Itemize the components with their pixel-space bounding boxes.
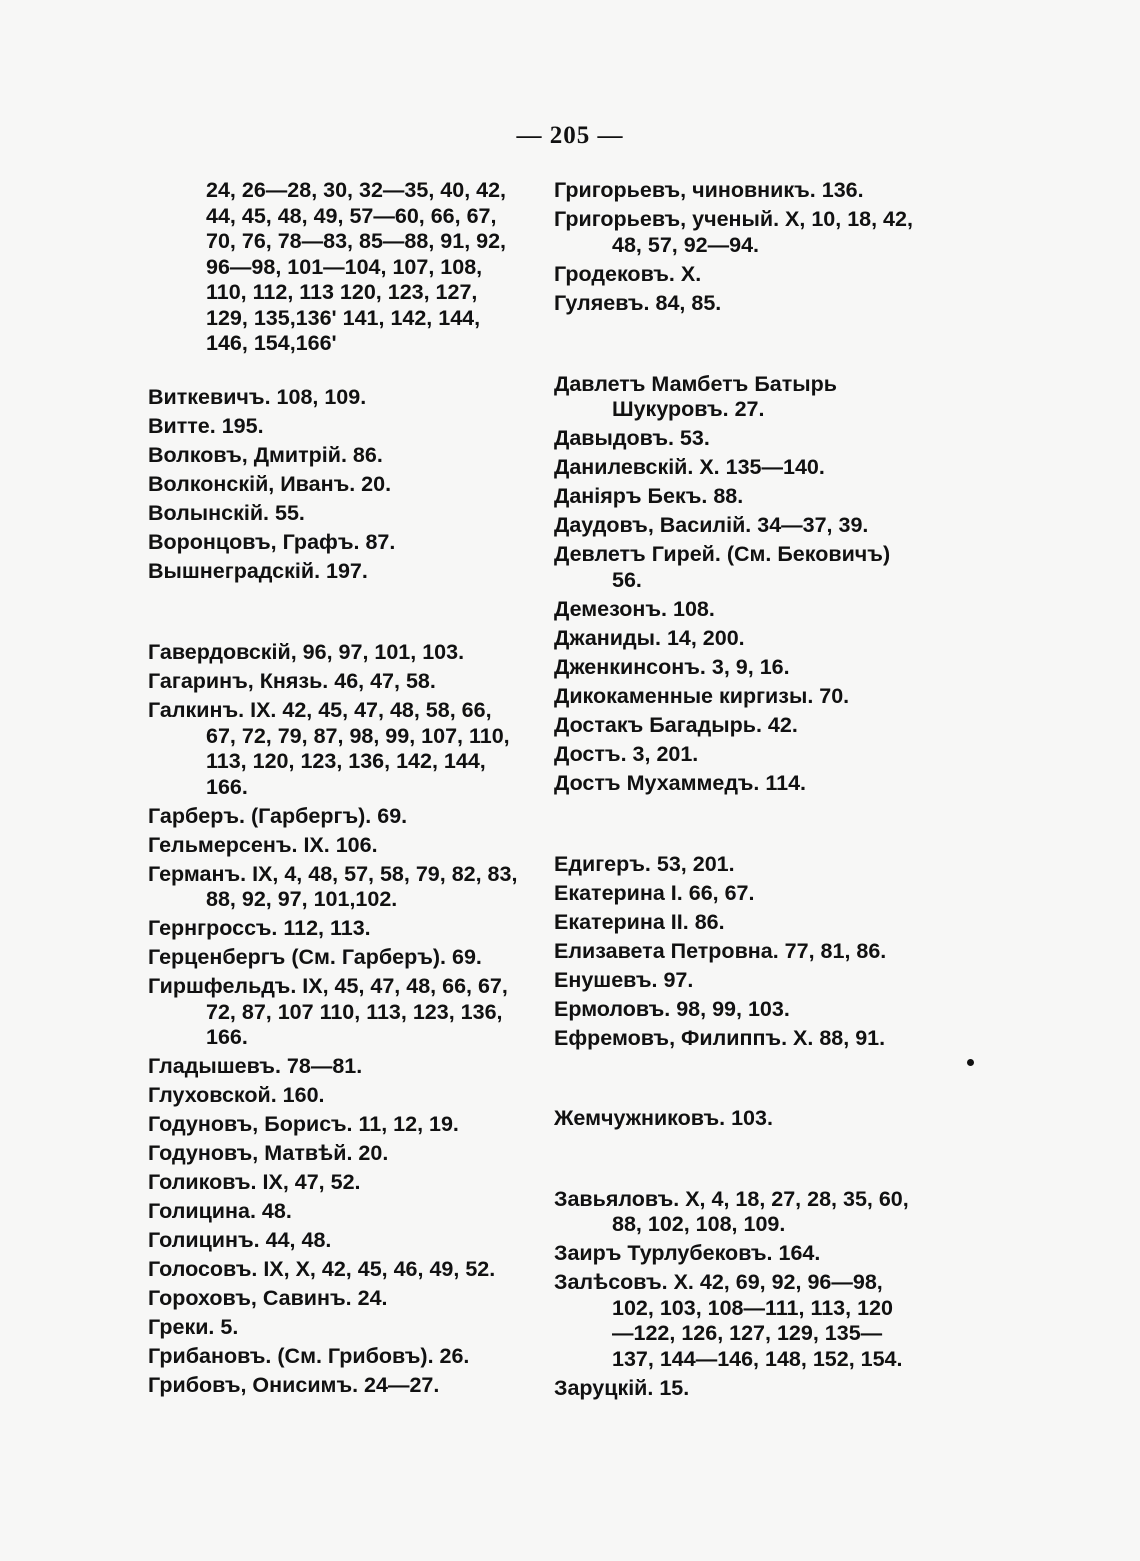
index-entry: Волковъ, Дмитрій. 86.: [148, 443, 383, 467]
index-entry: Гиршфельдъ. IX, 45, 47, 48, 66, 67, 72, 87, 107 110, 113, 123, 136, 166.: [148, 974, 508, 1049]
index-entry: Давлетъ Мамбетъ Батырь Шукуровъ. 27.: [554, 371, 837, 421]
index-entry: Жемчужниковъ. 103.: [554, 1105, 773, 1130]
index-column-left: [148, 178, 518, 1402]
index-entry: Годуновъ, Борисъ. 11, 12, 19.: [148, 1112, 459, 1136]
index-entry: Енушевъ. 97.: [554, 967, 694, 992]
index-group-zh: [554, 1106, 914, 1132]
index-group-g-cont: [554, 178, 914, 316]
index-entry: Дикокаменные киргизы. 70.: [554, 683, 850, 708]
index-entry: Екатерина II. 86.: [554, 909, 725, 934]
index-entry: Воронцовъ, Графъ. 87.: [148, 530, 396, 554]
index-entry: Демезонъ. 108.: [554, 596, 715, 621]
index-entry: Гарберъ. (Гарбергъ). 69.: [148, 803, 408, 828]
index-entry: Гельмерсенъ. IX. 106.: [148, 832, 378, 857]
index-entry: Завьяловъ. X, 4, 18, 27, 28, 35, 60, 88, 102, 108, 109.: [554, 1186, 909, 1236]
index-entry: Витте. 195.: [148, 414, 264, 438]
index-entry: Давыдовъ. 53.: [554, 426, 710, 450]
index-entry: Виткевичъ. 108, 109.: [148, 385, 367, 409]
index-entry: Голосовъ. IX, X, 42, 45, 46, 49, 52.: [148, 1257, 496, 1281]
index-entry: Гладышевъ. 78—81.: [148, 1054, 363, 1078]
index-entry: Герценбергъ (См. Гарберъ). 69.: [148, 945, 482, 969]
index-entry: Гагаринъ, Князь. 46, 47, 58.: [148, 669, 436, 693]
index-entry: Грибовъ, Онисимъ. 24—27.: [148, 1373, 440, 1397]
index-group-e: [554, 852, 914, 1052]
index-entry: Залѣсовъ. X. 42, 69, 92, 96—98, 102, 103, 108—111, 113, 120—122, 126, 127, 129, 135—137, 144—146, 148, 152, 154.: [554, 1270, 903, 1371]
index-entry: Даудовъ, Василій. 34—37, 39.: [554, 513, 869, 537]
index-entry: Григорьевъ, чиновникъ. 136.: [554, 178, 864, 202]
index-entry: Волынскій. 55.: [148, 501, 305, 525]
index-entry: Едигеръ. 53, 201.: [554, 851, 735, 876]
index-entry: Данилевскій. X. 135—140.: [554, 455, 825, 479]
index-entry: Вышнеградскій. 197.: [148, 559, 368, 583]
index-column-right: [554, 178, 914, 1405]
index-entry: Джаниды. 14, 200.: [554, 625, 745, 650]
index-entry: Даніяръ Бекъ. 88.: [554, 484, 744, 508]
index-entry: Заиръ Турлубековъ. 164.: [554, 1241, 821, 1265]
index-entry: Гуляевъ. 84, 85.: [554, 290, 722, 315]
index-entry: Годуновъ, Матвѣй. 20.: [148, 1141, 389, 1165]
index-entry: Елизавета Петровна. 77, 81, 86.: [554, 938, 887, 963]
page-number: — 205 —: [516, 122, 624, 149]
index-entry: Григорьевъ, ученый. X, 10, 18, 42, 48, 57, 92—94.: [554, 207, 913, 257]
index-entry: Галкинъ. IX. 42, 45, 47, 48, 58, 66, 67, 72, 79, 87, 98, 99, 107, 110, 113, 120, 123, 136, 142, 144, 166.: [148, 698, 510, 799]
index-entry: Ефремовъ, Филиппъ. X. 88, 91.: [554, 1025, 886, 1050]
index-group-z: [554, 1187, 914, 1402]
index-group-d: [554, 372, 914, 797]
index-entry: Гродековъ. X.: [554, 261, 702, 286]
index-entry: Голиковъ. IX, 47, 52.: [148, 1170, 361, 1194]
ink-dot: [967, 1059, 974, 1066]
index-entry: Грибановъ. (См. Грибовъ). 26.: [148, 1344, 470, 1368]
index-entry: Германъ. IX, 4, 48, 57, 58, 79, 82, 83, 88, 92, 97, 101,102.: [148, 861, 518, 911]
index-entry: Ермоловъ. 98, 99, 103.: [554, 996, 790, 1021]
index-entry: Достъ Мухаммедъ. 114.: [554, 770, 807, 795]
index-entry: Гороховъ, Савинъ. 24.: [148, 1286, 388, 1310]
index-entry: Голицина. 48.: [148, 1199, 292, 1223]
index-entry: Екатерина I. 66, 67.: [554, 880, 755, 905]
index-entry: Гернгроссъ. 112, 113.: [148, 916, 371, 940]
index-entry: Греки. 5.: [148, 1315, 239, 1339]
index-entry: Достъ. 3, 201.: [554, 741, 699, 766]
index-entry: Гавердовскій, 96, 97, 101, 103.: [148, 640, 465, 664]
index-entry: Дженкинсонъ. 3, 9, 16.: [554, 654, 790, 679]
index-group-v: [148, 385, 518, 585]
index-group-g: [148, 640, 518, 1399]
index-entry: Глуховской. 160.: [148, 1083, 325, 1107]
index-entry: Волконскій, Иванъ. 20.: [148, 472, 392, 496]
index-entry: Голицинъ. 44, 48.: [148, 1228, 332, 1252]
index-entry-continuation: 24, 26—28, 30, 32—35, 40, 42, 44, 45, 48, 49, 57—60, 66, 67, 70, 76, 78—83, 85—88, 91, 92, 96—98, 101—104, 107, 108, 110, 112, 113 120, 123, 127, 129, 135,136' 141, 142, 144, 146, 154,166': [206, 178, 507, 355]
index-entry: Достакъ Багадырь. 42.: [554, 712, 798, 737]
index-entry: Заруцкій. 15.: [554, 1375, 690, 1400]
index-entry: Девлетъ Гирей. (См. Бековичъ) 56.: [554, 542, 891, 592]
